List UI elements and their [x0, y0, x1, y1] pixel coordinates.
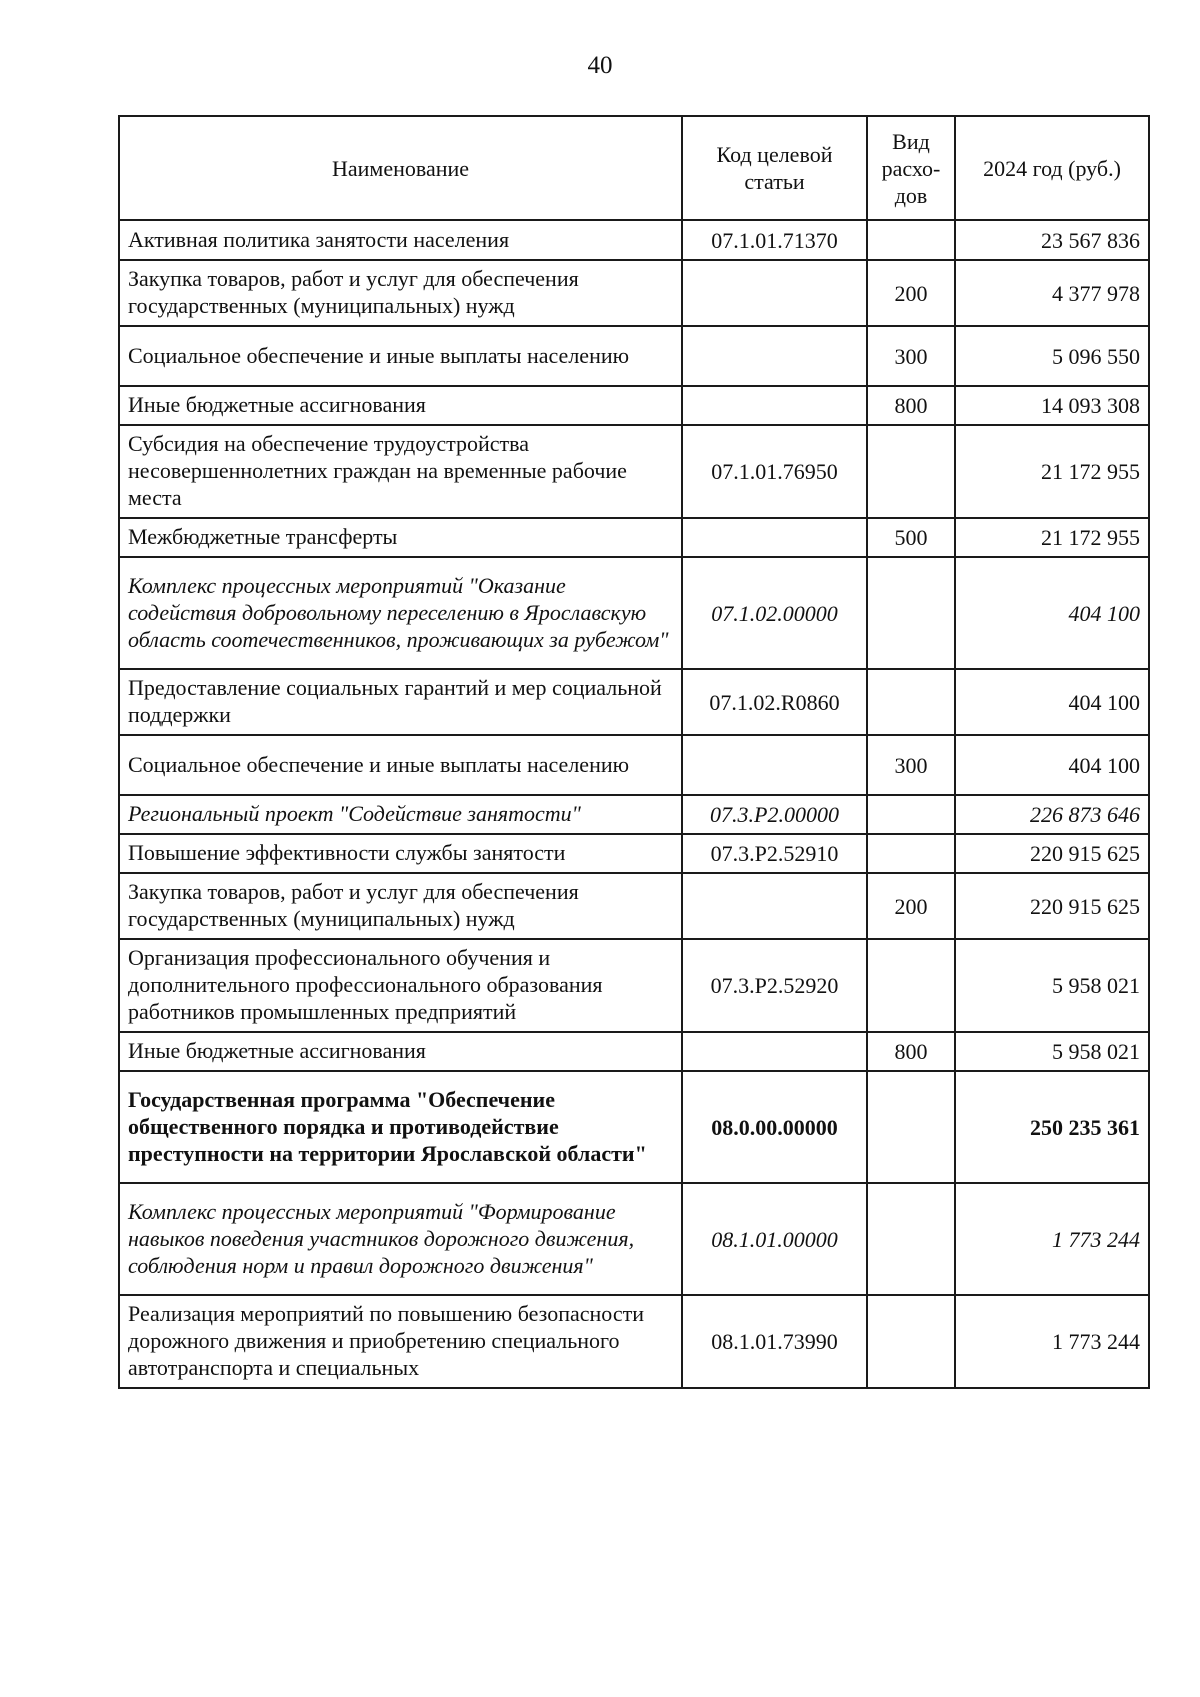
cell-code [682, 873, 867, 939]
cell-code: 08.1.01.73990 [682, 1295, 867, 1388]
cell-name: Организация профессионального обучения и дополнительного профессионального образования работников промышленных предприятий [119, 939, 682, 1032]
cell-type: 300 [867, 326, 955, 386]
cell-name: Субсидия на обеспечение трудоустройства несовершеннолетних граждан на временные рабочие места [119, 425, 682, 518]
budget-table [118, 115, 1150, 1389]
cell-code [682, 735, 867, 795]
cell-type: 300 [867, 735, 955, 795]
table-row [119, 1183, 1149, 1295]
cell-code [682, 1032, 867, 1071]
cell-amount: 250 235 361 [955, 1071, 1149, 1183]
cell-name: Реализация мероприятий по повышению безопасности дорожного движения и приобретению специального автотранспорта и специальных [119, 1295, 682, 1388]
cell-code: 08.0.00.00000 [682, 1071, 867, 1183]
cell-name: Социальное обеспечение и иные выплаты населению [119, 326, 682, 386]
cell-type [867, 669, 955, 735]
cell-amount: 14 093 308 [955, 386, 1149, 425]
cell-name: Региональный проект "Содействие занятости" [119, 795, 682, 834]
cell-type [867, 834, 955, 873]
cell-amount: 220 915 625 [955, 834, 1149, 873]
table-row [119, 326, 1149, 386]
header-name: Наименование [119, 116, 682, 220]
cell-code [682, 518, 867, 557]
cell-amount: 220 915 625 [955, 873, 1149, 939]
cell-code [682, 326, 867, 386]
cell-name: Повышение эффективности службы занятости [119, 834, 682, 873]
cell-type [867, 557, 955, 669]
cell-code: 07.3.P2.52910 [682, 834, 867, 873]
table-row [119, 669, 1149, 735]
cell-amount: 1 773 244 [955, 1183, 1149, 1295]
cell-amount: 404 100 [955, 557, 1149, 669]
cell-name: Иные бюджетные ассигнования [119, 1032, 682, 1071]
table-row [119, 220, 1149, 260]
table-row [119, 735, 1149, 795]
cell-type [867, 1071, 955, 1183]
cell-code: 07.3.P2.52920 [682, 939, 867, 1032]
cell-amount: 226 873 646 [955, 795, 1149, 834]
cell-name: Межбюджетные трансферты [119, 518, 682, 557]
header-code: Код целевой статьи [682, 116, 867, 220]
cell-amount: 21 172 955 [955, 425, 1149, 518]
cell-type [867, 425, 955, 518]
table-row [119, 795, 1149, 834]
cell-amount: 21 172 955 [955, 518, 1149, 557]
table-row [119, 834, 1149, 873]
table-body [119, 220, 1149, 1388]
cell-type: 800 [867, 1032, 955, 1071]
cell-amount: 5 096 550 [955, 326, 1149, 386]
cell-amount: 404 100 [955, 669, 1149, 735]
cell-name: Иные бюджетные ассигнования [119, 386, 682, 425]
cell-type: 200 [867, 260, 955, 326]
page-number: 40 [587, 52, 613, 79]
table-row [119, 873, 1149, 939]
table-row [119, 1071, 1149, 1183]
table-row [119, 386, 1149, 425]
cell-amount: 404 100 [955, 735, 1149, 795]
header-type: Вид расхо-дов [867, 116, 955, 220]
cell-type: 800 [867, 386, 955, 425]
table-row [119, 518, 1149, 557]
cell-code [682, 260, 867, 326]
cell-name: Активная политика занятости населения [119, 220, 682, 260]
cell-code: 08.1.01.00000 [682, 1183, 867, 1295]
cell-name: Комплекс процессных мероприятий "Оказание содействия добровольному переселению в Ярославскую область соотечественников, проживающих за рубежом" [119, 557, 682, 669]
cell-name: Социальное обеспечение и иные выплаты населению [119, 735, 682, 795]
cell-code: 07.3.P2.00000 [682, 795, 867, 834]
cell-amount: 5 958 021 [955, 1032, 1149, 1071]
cell-type [867, 220, 955, 260]
cell-code: 07.1.02.00000 [682, 557, 867, 669]
table-row [119, 557, 1149, 669]
table-row [119, 1295, 1149, 1388]
cell-code: 07.1.01.71370 [682, 220, 867, 260]
cell-name: Предоставление социальных гарантий и мер социальной поддержки [119, 669, 682, 735]
cell-code: 07.1.02.R0860 [682, 669, 867, 735]
cell-name: Закупка товаров, работ и услуг для обеспечения государственных (муниципальных) нужд [119, 260, 682, 326]
table-row [119, 425, 1149, 518]
cell-amount: 5 958 021 [955, 939, 1149, 1032]
table-row [119, 1032, 1149, 1071]
cell-name: Государственная программа "Обеспечение общественного порядка и противодействие преступности на территории Ярославской области" [119, 1071, 682, 1183]
cell-type [867, 939, 955, 1032]
cell-amount: 23 567 836 [955, 220, 1149, 260]
cell-type [867, 1183, 955, 1295]
table-row [119, 939, 1149, 1032]
cell-code: 07.1.01.76950 [682, 425, 867, 518]
cell-type: 200 [867, 873, 955, 939]
cell-code [682, 386, 867, 425]
header-amount: 2024 год (руб.) [955, 116, 1149, 220]
cell-amount: 1 773 244 [955, 1295, 1149, 1388]
cell-type [867, 795, 955, 834]
cell-name: Закупка товаров, работ и услуг для обеспечения государственных (муниципальных) нужд [119, 873, 682, 939]
cell-amount: 4 377 978 [955, 260, 1149, 326]
cell-type [867, 1295, 955, 1388]
table-row [119, 260, 1149, 326]
table-header-row [119, 116, 1149, 220]
cell-type: 500 [867, 518, 955, 557]
cell-name: Комплекс процессных мероприятий "Формирование навыков поведения участников дорожного движения, соблюдения норм и правил дорожного движения" [119, 1183, 682, 1295]
